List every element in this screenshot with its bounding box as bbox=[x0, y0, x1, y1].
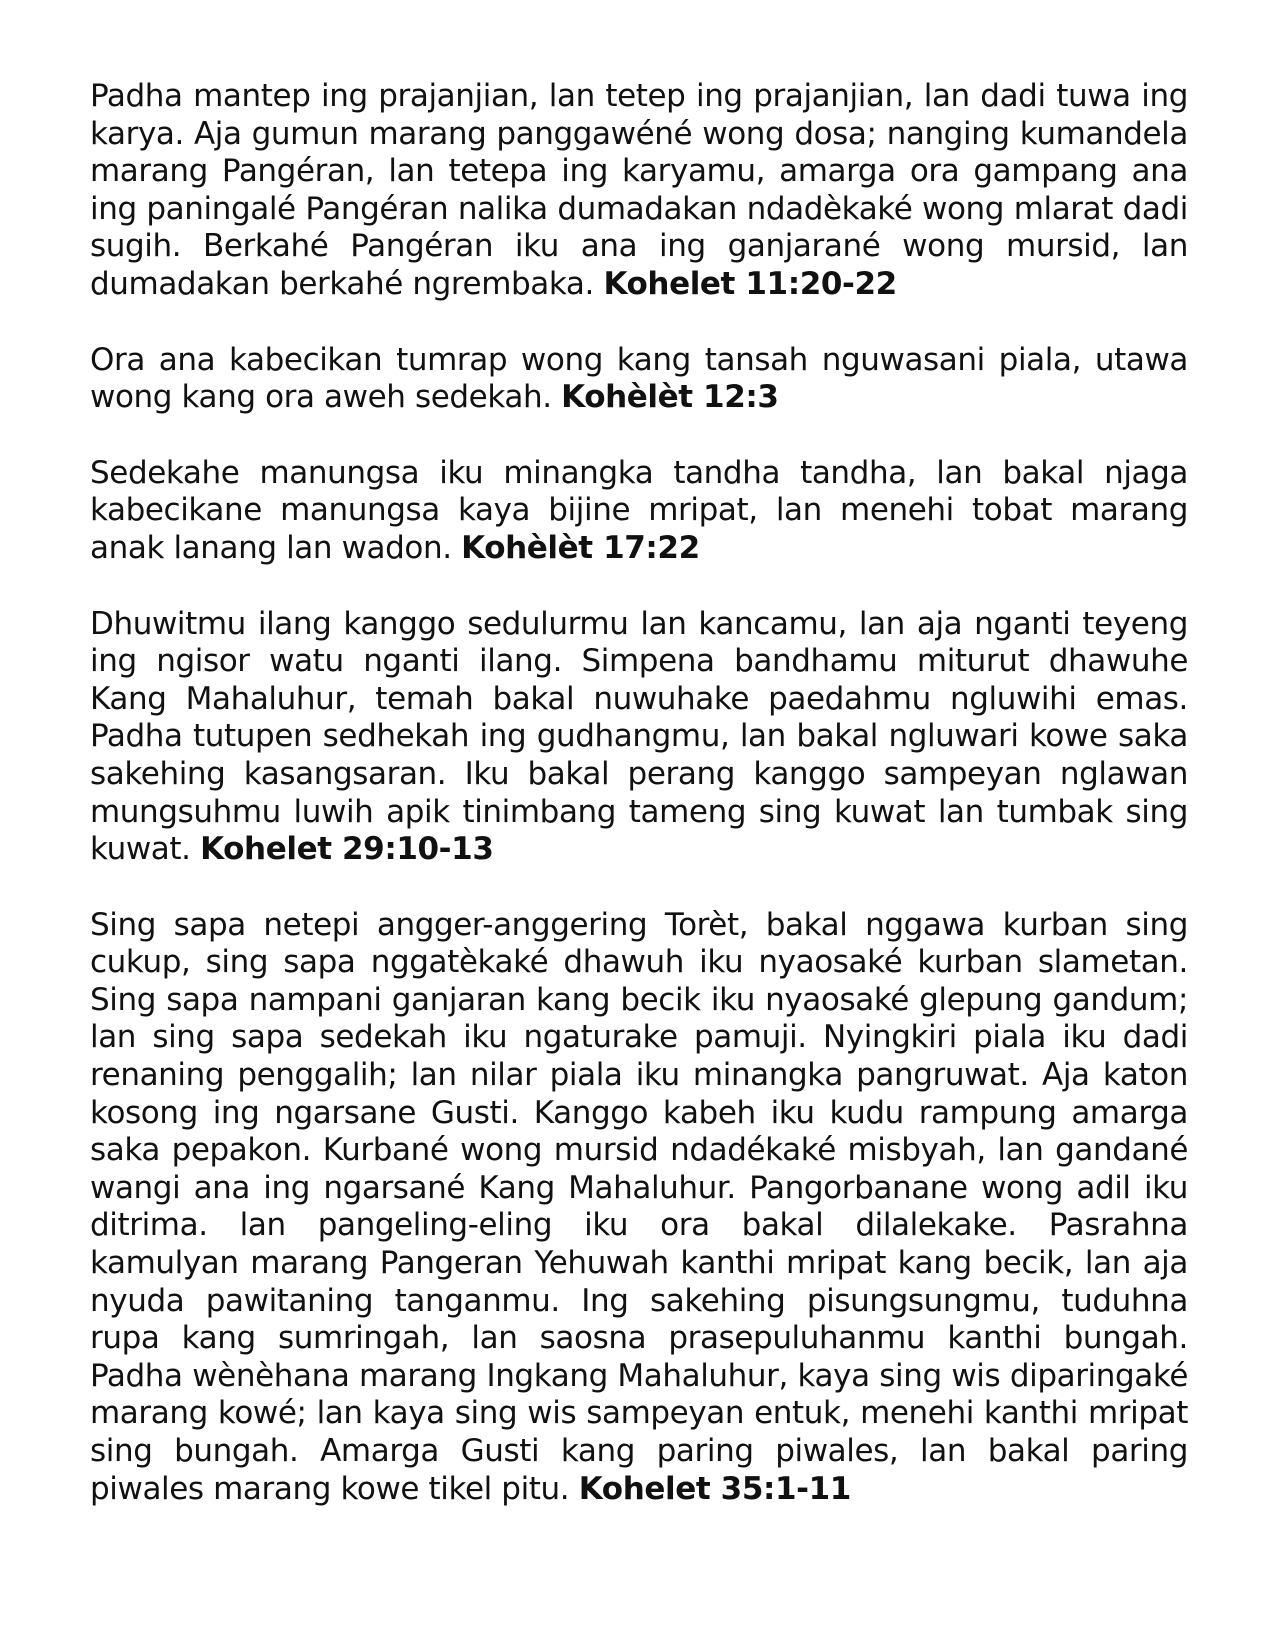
passage-1 bbox=[90, 78, 1188, 304]
passage-text: Ora ana kabecikan tumrap wong kang tansah nguwasani piala, utawa wong kang ora aweh sedekah. bbox=[90, 341, 1188, 416]
passage-5 bbox=[90, 907, 1188, 1509]
passage-2 bbox=[90, 342, 1188, 417]
passage-text: Dhuwitmu ilang kanggo sedulurmu lan kancamu, lan aja nganti teyeng ing ngisor watu nganti ilang. Simpena bandhamu miturut dhawuhe Kang Mahaluhur, temah bakal nuwuhake paedahmu ngluwihi emas. Padha tutupen sedhekah ing gudhangmu, lan bakal ngluwari kowe saka sakehing kasangsaran. Iku bakal perang kanggo sampeyan nglawan mungsuhmu luwih apik tinimbang tameng sing kuwat lan tumbak sing kuwat. bbox=[90, 605, 1188, 868]
document-page bbox=[90, 78, 1188, 1546]
passage-text: Sing sapa netepi angger-anggering Torèt, bakal nggawa kurban sing cukup, sing sapa nggatèkaké dhawuh iku nyaosaké kurban slametan. Sing sapa nampani ganjaran kang becik iku nyaosaké glepung gandum; lan sing sapa sedekah iku ngaturake pamuji. Nyingkiri piala iku dadi renaning penggalih; lan nilar piala iku minangka pangruwat. Aja katon kosong ing ngarsane Gusti. Kanggo kabeh iku kudu rampung amarga saka pepakon. Kurbané wong mursid ndadékaké misbyah, lan gandané wangi ana ing ngarsané Kang Mahaluhur. Pangorbanane wong adil iku ditrima. lan pangeling-eling iku ora bakal dilalekake. Pasrahna kamulyan marang Pangeran Yehuwah kanthi mripat kang becik, lan aja nyuda pawitaning tanganmu. Ing sakehing pisungsungmu, tuduhna rupa kang sumringah, lan saosna prasepuluhanmu kanthi bungah. Padha wènèhana marang Ingkang Mahaluhur, kaya sing wis diparingaké marang kowé; lan kaya sing wis sampeyan entuk, menehi kanthi mripat sing bungah. Amarga Gusti kang paring piwales, lan bakal paring piwales marang kowe tikel pitu. bbox=[90, 906, 1188, 1507]
scripture-reference: Kohelet 11:20-22 bbox=[603, 265, 897, 302]
scripture-reference: Kohelet 29:10-13 bbox=[200, 831, 494, 868]
passage-text: Padha mantep ing prajanjian, lan tetep ing prajanjian, lan dadi tuwa ing karya. Aja gumun marang panggawéné wong dosa; nanging kumandela marang Pangéran, lan tetepa ing karyamu, amarga ora gampang ana ing paningalé Pangéran nalika dumadakan ndadèkaké wong mlarat dadi sugih. Berkahé Pangéran iku ana ing ganjarané wong mursid, lan dumadakan berkahé ngrembaka. bbox=[90, 78, 1188, 302]
passage-3 bbox=[90, 455, 1188, 568]
scripture-reference: Kohèlèt 12:3 bbox=[561, 379, 779, 416]
scripture-reference: Kohelet 35:1-11 bbox=[578, 1470, 851, 1507]
passage-4 bbox=[90, 606, 1188, 869]
scripture-reference: Kohèlèt 17:22 bbox=[461, 529, 700, 566]
passage-text: Sedekahe manungsa iku minangka tandha tandha, lan bakal njaga kabecikane manungsa kaya bijine mripat, lan menehi tobat marang anak lanang lan wadon. bbox=[90, 454, 1188, 566]
